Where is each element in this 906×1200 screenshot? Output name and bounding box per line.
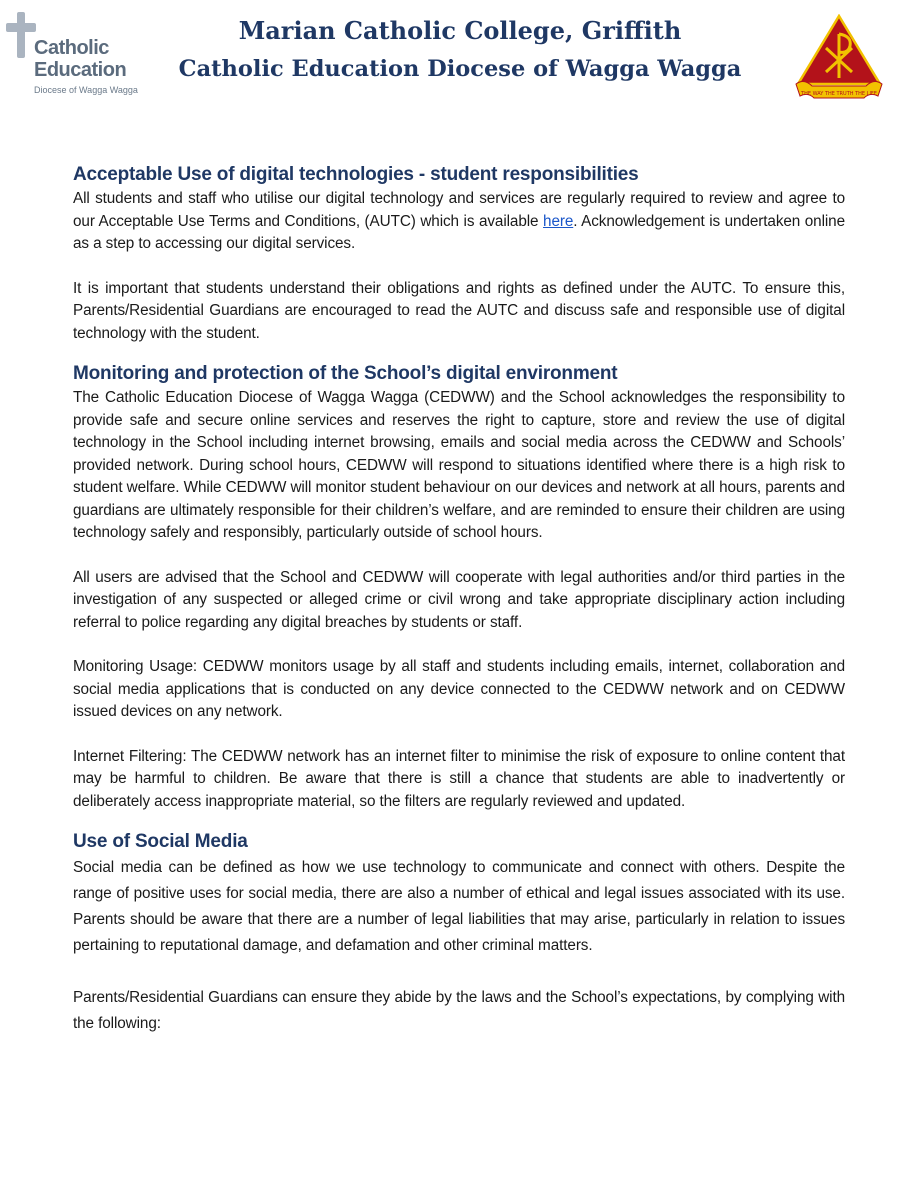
logo-text-catholic: Catholic [34,37,109,59]
paragraph-acceptable-use-2: It is important that students understand their obligations and rights as defined under the AUTC. To ensure this, Parents/Residential Guardians are encouraged to read the AUTC and discuss safe and responsible use of digital technology with the student. [73,279,845,342]
heading-acceptable-use: Acceptable Use of digital technologies - student responsibilities [73,164,639,185]
document-body [73,162,845,1037]
paragraph-monitoring-1: The Catholic Education Diocese of Wagga Wagga (CEDWW) and the School acknowledges the responsibility to provide safe and secure online services and reserves the right to capture, store and review the use of digital technology in the School including internet browsing, emails and social media across the CEDWW and Schools’ provided network. During school hours, CEDWW will respond to situations identified where there is a high risk to student welfare. While CEDWW will monitor student behaviour on our devices and network at all hours, parents and guardians are ultimately responsible for their children’s welfare, and are reminded to ensure their children are using technology safely and responsibly, particularly outside of school hours. [73,389,845,541]
crest-motto: THE WAY THE TRUTH THE LIFE [801,91,877,97]
paragraph-internet-filtering: Internet Filtering: The CEDWW network has an internet filter to minimise the risk of exposure to online content that may be harmful to children. Be aware that there is still a chance that students are able to inadvertently or deliberately access inappropriate material, so the filters are regularly reviewed and updated. [73,747,845,810]
cross-icon [6,12,36,60]
paragraph-acceptable-use-1 [73,188,845,256]
heading-social-media: Use of Social Media [73,831,248,852]
diocese-title: Catholic Education Diocese of Wagga Wagga [178,56,742,82]
paragraph-monitoring-2: All users are advised that the School and CEDWW will cooperate with legal authorities and/or third parties in the investigation of any suspected or alleged crime or civil wrong and take appropriate disciplinary action including referral to police regarding any digital breaches by students or staff. [73,568,845,631]
paragraph-text: . Acknowledgement is undertaken online as a step to accessing our digital services. [73,212,845,252]
autc-here-link[interactable]: here [543,212,574,230]
logo-subtext: Diocese of Wagga Wagga [34,85,138,95]
logo-text-education: Education [34,59,127,81]
college-crest-icon [794,14,884,106]
paragraph-monitoring-usage: Monitoring Usage: CEDWW monitors usage by all staff and students including emails, internet, collaboration and social media applications that is conducted on any device connected to the CEDWW network and on CEDWW issued devices on any network. [73,658,845,720]
college-name-title: Marian Catholic College, Griffith [238,16,682,45]
heading-monitoring: Monitoring and protection of the School’s digital environment [73,363,618,384]
paragraph-social-media-2: Parents/Residential Guardians can ensure they abide by the laws and the School’s expectations, by complying with the following: [73,989,845,1032]
paragraph-social-media-1: Social media can be defined as how we use technology to communicate and connect with others. Despite the range of positive uses for social media, there are also a number of ethical and legal issues associated with its use. Parents should be aware that there are a number of legal liabilities that may arise, particularly in relation to issues pertaining to reputational damage, and defamation and other criminal matters. [73,859,845,954]
paragraph-text: All students and staff who utilise our digital technology and services are regularly required to review and agree to our Acceptable Use Terms and Conditions, (AUTC) which is available [73,190,845,230]
page-header [0,0,906,110]
catholic-education-logo [6,12,156,98]
